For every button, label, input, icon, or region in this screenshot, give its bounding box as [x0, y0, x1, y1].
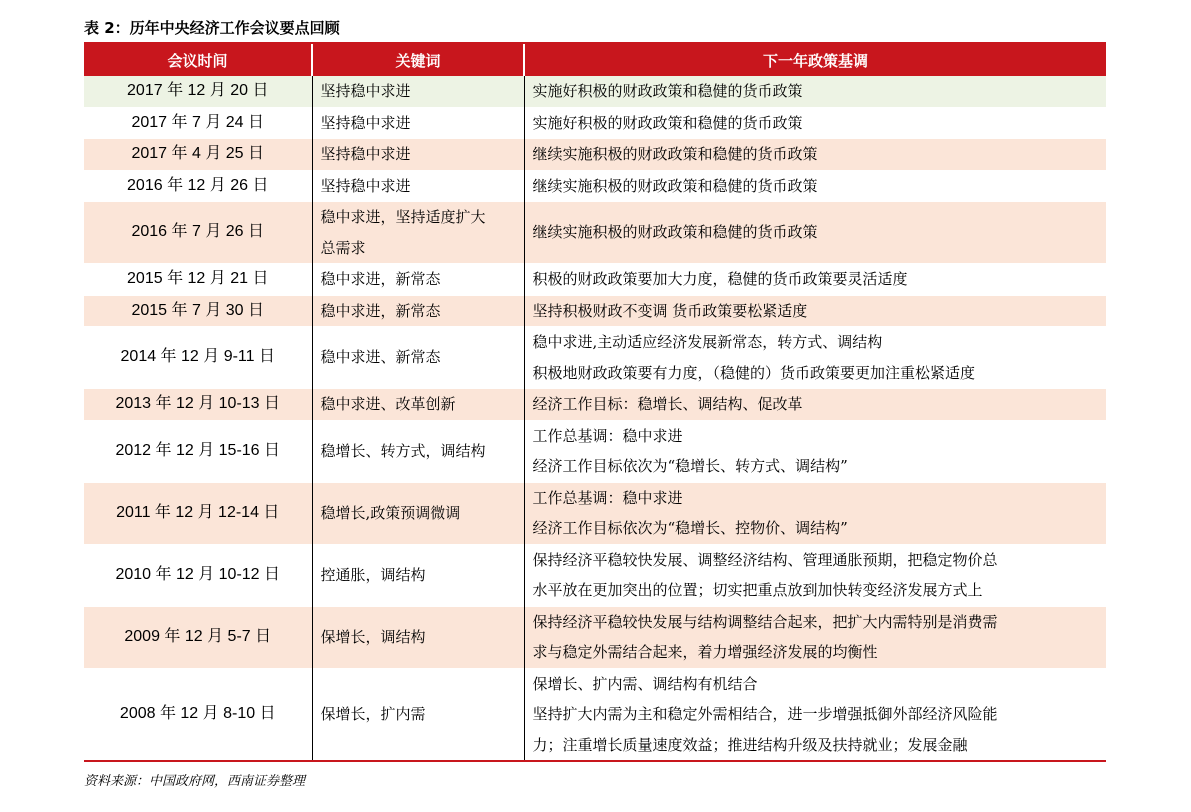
- policy-line: 经济工作目标：稳增长、调结构、促改革: [532, 395, 803, 413]
- keyword-line: 坚持稳中求进: [320, 113, 411, 132]
- policy-line: 保持经济平稳较快发展、调整经济结构、管理通胀预期，把稳定物价总: [532, 550, 998, 569]
- table-row: [84, 327, 1106, 389]
- meeting-date-cell: 2015 年 7 月 30 日: [131, 301, 265, 319]
- meeting-date-cell: 2011 年 12 月 12-14 日: [116, 503, 280, 521]
- policy-line: 力；注重增长质量速度效益；推进结构升级及扶持就业；发展金融: [532, 735, 968, 754]
- keywords-cell: [312, 606, 524, 668]
- table-row: [84, 295, 1106, 327]
- header-meeting-time: 会议时间: [84, 44, 312, 76]
- table-row: [84, 668, 1106, 761]
- policy-cell: [524, 107, 1106, 139]
- keyword-line: 稳中求进，新常态: [320, 301, 441, 320]
- keyword-line: 控通胀，调结构: [320, 565, 426, 584]
- policy-cell: [524, 76, 1106, 107]
- policy-line: 实施好积极的财政政策和稳健的货币政策: [532, 113, 803, 132]
- policy-cell: [524, 420, 1106, 482]
- keywords-cell: [312, 202, 524, 264]
- keywords-cell: [312, 264, 524, 296]
- policy-line: 水平放在更加突出的位置；切实把重点放到加快转变经济发展方式上: [532, 581, 983, 599]
- keywords-cell: [312, 544, 524, 606]
- policy-line: 保增长、扩内需、调结构有机结合: [532, 674, 758, 693]
- keyword-line: 稳中求进、改革创新: [320, 395, 456, 413]
- policy-line: 求与稳定外需结合起来，着力增强经济发展的均衡性: [532, 643, 878, 661]
- policy-line: 工作总基调：稳中求进: [532, 488, 683, 507]
- table-caption: 表 2：历年中央经济工作会议要点回顾: [84, 14, 1106, 44]
- table-header-row: [84, 44, 1106, 76]
- table-row: [84, 76, 1106, 107]
- keyword-line: 总需求: [320, 238, 366, 257]
- table-row: [84, 389, 1106, 421]
- keywords-cell: [312, 482, 524, 544]
- policy-line: 保持经济平稳较快发展与结构调整结合起来，把扩大内需特别是消费需: [532, 612, 998, 631]
- keyword-line: 坚持稳中求进: [320, 176, 411, 195]
- policy-cell: [524, 482, 1106, 544]
- meeting-date-cell: 2010 年 12 月 10-12 日: [115, 565, 281, 583]
- table-row: [84, 139, 1106, 171]
- meeting-date-cell: 2013 年 12 月 10-13 日: [115, 395, 281, 412]
- keywords-cell: [312, 327, 524, 389]
- policy-cell: [524, 544, 1106, 606]
- table-row: [84, 544, 1106, 606]
- meeting-date-cell: 2014 年 12 月 9-11 日: [120, 348, 275, 366]
- policy-line: 经济工作目标依次为“稳增长、控物价、调结构”: [532, 519, 848, 537]
- meeting-review-table: [84, 44, 1106, 762]
- policy-cell: [524, 327, 1106, 389]
- policy-line: 积极的财政政策要加大力度，稳健的货币政策要灵活适度: [532, 270, 908, 288]
- policy-line: 坚持扩大内需为主和稳定外需相结合，进一步增强抵御外部经济风险能: [532, 705, 998, 723]
- keyword-line: 保增长，扩内需: [320, 705, 426, 723]
- policy-line: 继续实施积极的财政政策和稳健的货币政策: [532, 176, 818, 195]
- report-table-section: [84, 14, 1106, 789]
- keywords-cell: [312, 139, 524, 171]
- meeting-date-cell: 2017 年 12 月 20 日: [127, 82, 269, 99]
- keyword-line: 稳增长、转方式，调结构: [320, 441, 486, 460]
- meeting-date-cell: 2016 年 12 月 26 日: [127, 176, 269, 194]
- keyword-line: 稳增长,政策预调微调: [320, 503, 461, 522]
- policy-cell: [524, 170, 1106, 202]
- keywords-cell: [312, 420, 524, 482]
- meeting-date-cell: 2015 年 12 月 21 日: [127, 270, 269, 287]
- keyword-line: 稳中求进，坚持适度扩大: [320, 208, 486, 226]
- policy-cell: [524, 295, 1106, 327]
- header-keywords: 关键词: [312, 44, 524, 76]
- table-row: [84, 482, 1106, 544]
- keyword-line: 稳中求进，新常态: [320, 270, 441, 288]
- policy-line: 继续实施积极的财政政策和稳健的货币政策: [532, 145, 818, 163]
- keyword-line: 稳中求进、新常态: [320, 348, 441, 367]
- meeting-date-cell: 2017 年 4 月 25 日: [131, 145, 265, 162]
- policy-line: 实施好积极的财政政策和稳健的货币政策: [532, 82, 803, 100]
- meeting-date-cell: 2012 年 12 月 15-16 日: [115, 441, 281, 459]
- keyword-line: 保增长，调结构: [320, 627, 426, 646]
- keywords-cell: [312, 389, 524, 421]
- meeting-date-cell: 2008 年 12 月 8-10 日: [119, 705, 276, 722]
- keywords-cell: [312, 668, 524, 761]
- keywords-cell: [312, 107, 524, 139]
- policy-line: 继续实施积极的财政政策和稳健的货币政策: [532, 223, 818, 242]
- table-row: [84, 606, 1106, 668]
- table-row: [84, 107, 1106, 139]
- keyword-line: 坚持稳中求进: [320, 82, 411, 100]
- policy-cell: [524, 202, 1106, 264]
- table-row: [84, 202, 1106, 264]
- policy-cell: [524, 264, 1106, 296]
- table-body: [84, 76, 1106, 761]
- policy-line: 积极地财政政策要有力度，（稳健的）货币政策要更加注重松紧适度: [532, 363, 976, 382]
- policy-cell: [524, 139, 1106, 171]
- policy-cell: [524, 606, 1106, 668]
- keywords-cell: [312, 170, 524, 202]
- header-policy-tone: 下一年政策基调: [524, 44, 1106, 76]
- keywords-cell: [312, 295, 524, 327]
- meeting-date-cell: 2017 年 7 月 24 日: [131, 113, 265, 131]
- table-row: [84, 170, 1106, 202]
- policy-line: 稳中求进,主动适应经济发展新常态，转方式、调结构: [532, 333, 883, 351]
- meeting-date-cell: 2009 年 12 月 5-7 日: [124, 627, 272, 645]
- policy-line: 经济工作目标依次为“稳增长、转方式、调结构”: [532, 457, 848, 475]
- keywords-cell: [312, 76, 524, 107]
- keyword-line: 坚持稳中求进: [320, 145, 411, 163]
- source-note: 资料来源：中国政府网，西南证券整理: [84, 774, 306, 789]
- meeting-date-cell: 2016 年 7 月 26 日: [131, 223, 265, 241]
- policy-cell: [524, 389, 1106, 421]
- table-row: [84, 264, 1106, 296]
- policy-line: 坚持积极财政不变调 货币政策要松紧适度: [532, 301, 808, 320]
- table-row: [84, 420, 1106, 482]
- policy-cell: [524, 668, 1106, 761]
- policy-line: 工作总基调：稳中求进: [532, 426, 683, 445]
